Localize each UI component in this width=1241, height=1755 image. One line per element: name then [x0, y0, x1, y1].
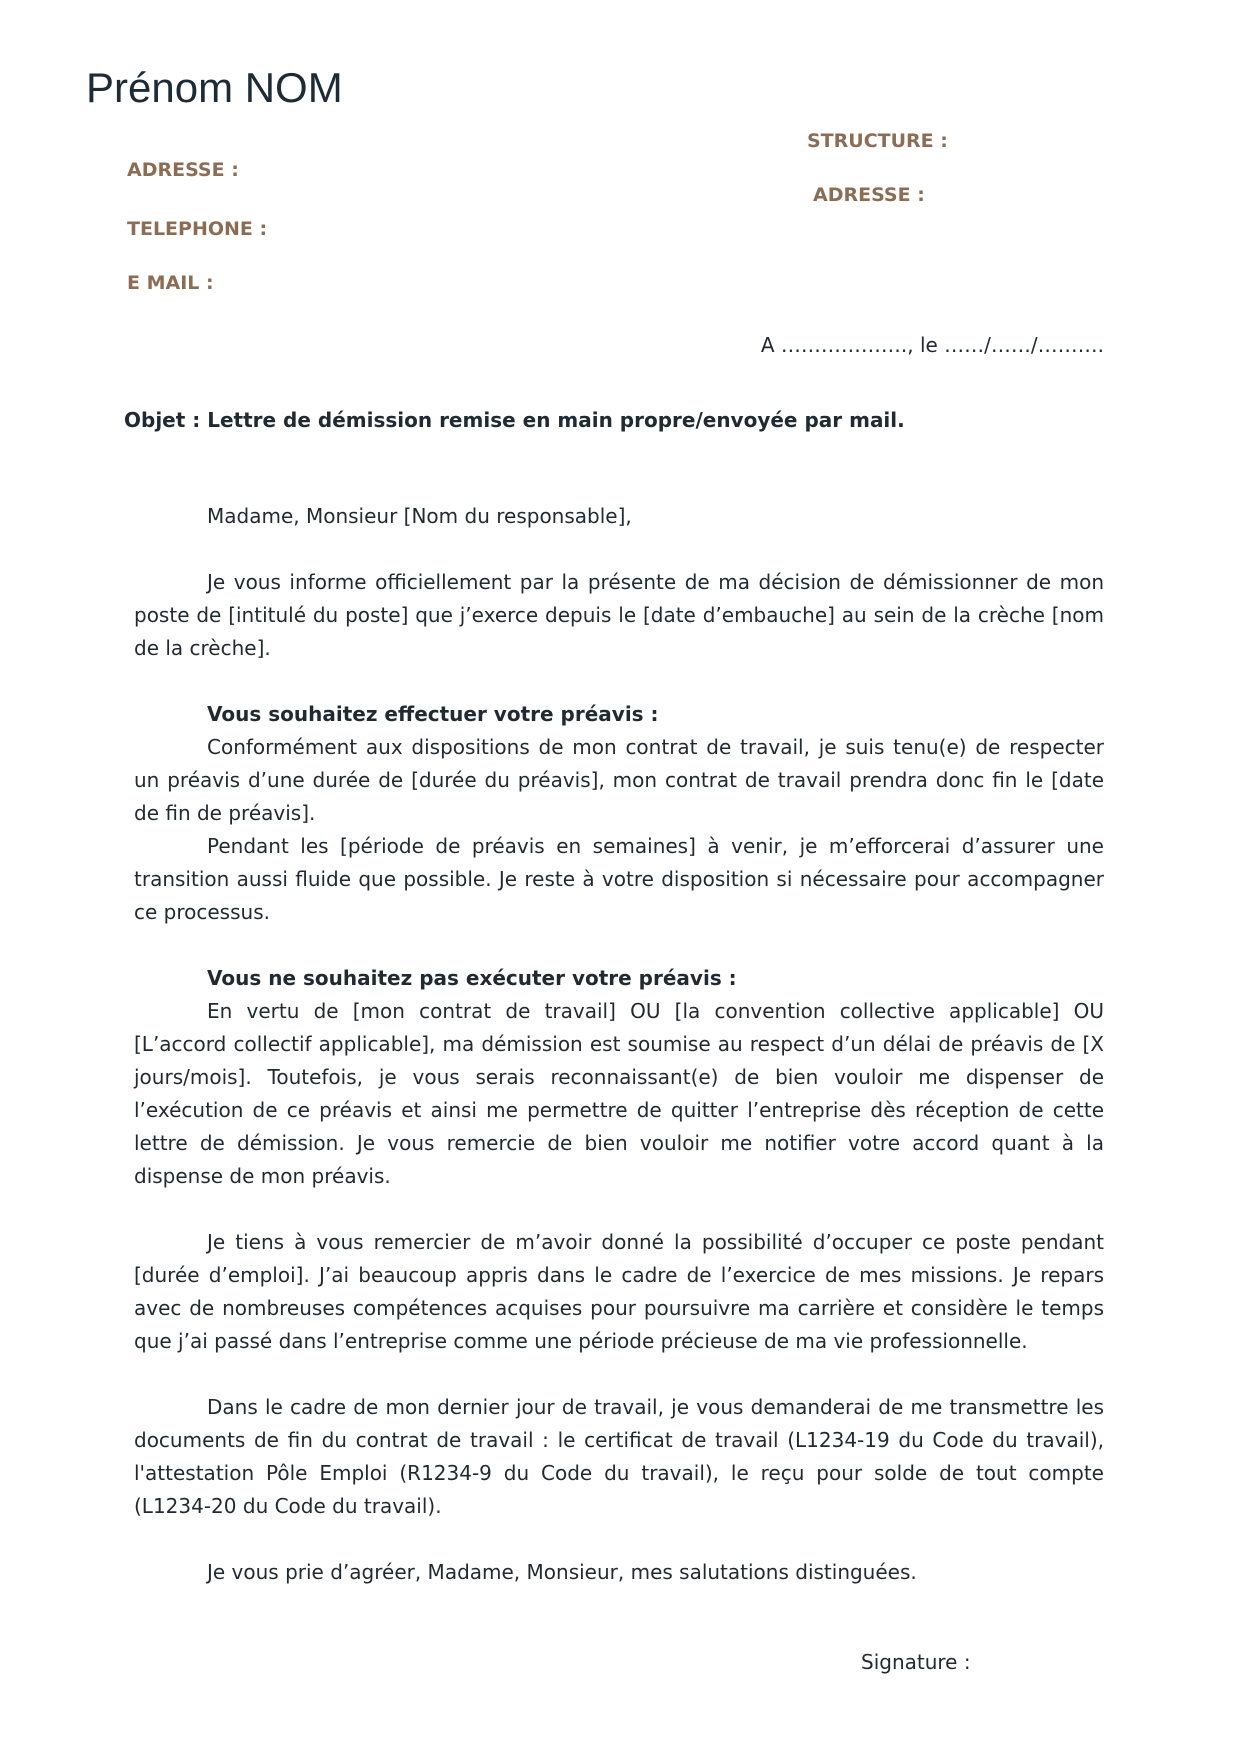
intro-paragraph: Je vous informe officiellement par la présente de ma décision de démissionner de mon poste de [intitulé du poste] que j’exerce depuis le [date d’embauche] au sein de la crèche [nom de la crèche].	[134, 570, 1104, 660]
greeting: Madame, Monsieur [Nom du responsable],	[207, 504, 632, 528]
closing-paragraph: Je vous prie d’agréer, Madame, Monsieur, mes salutations distinguées.	[207, 1560, 917, 1584]
letter-subject: Objet : Lettre de démission remise en main propre/envoyée par mail.	[124, 408, 905, 432]
recipient-structure-label: STRUCTURE :	[807, 130, 948, 152]
letter-body	[134, 500, 1104, 1589]
sender-email-label: E MAIL :	[127, 272, 214, 294]
date-line: A ………………., le ……/……/……….	[760, 333, 1104, 357]
sender-address-label: ADRESSE :	[127, 159, 239, 181]
signature-label: Signature :	[861, 1650, 971, 1674]
recipient-address-label: ADRESSE :	[813, 184, 925, 206]
thanks-paragraph: Je tiens à vous remercier de m’avoir donné la possibilité d’occuper ce poste pendant [durée d’emploi]. J’ai beaucoup appris dans le cadre de l’exercice de mes missions. Je repars avec de nombreuses compétences acquises pour poursuivre ma carrière et considère le temps que j’ai passé dans l’entreprise comme une période précieuse de ma vie professionnelle.	[134, 1230, 1104, 1353]
no-notice-heading: Vous ne souhaitez pas exécuter votre préavis :	[207, 966, 737, 990]
notice-paragraph-2: Pendant les [période de préavis en semaines] à venir, je m’efforcerai d’assurer une transition aussi fluide que possible. Je reste à votre disposition si nécessaire pour accompagner ce processus.	[134, 834, 1104, 924]
sender-name: Prénom NOM	[86, 64, 343, 111]
no-notice-paragraph: En vertu de [mon contrat de travail] OU [la convention collective applicable] OU [L’accord collectif applicable], ma démission est soumise au respect d’un délai de préavis de [X jours/mois]. Toutefois, je vous serais reconnaissant(e) de bien vouloir me dispenser de l’exécution de ce préavis et ainsi me permettre de quitter l’entreprise dès réception de cette lettre de démission. Je vous remercie de bien vouloir me notifier votre accord quant à la dispense de mon préavis.	[134, 999, 1104, 1188]
documents-paragraph: Dans le cadre de mon dernier jour de travail, je vous demanderai de me transmettre les documents de fin du contrat de travail : le certificat de travail (L1234-19 du Code du travail), l'attestation Pôle Emploi (R1234-9 du Code du travail), le reçu pour solde de tout compte (L1234-20 du Code du travail).	[134, 1395, 1104, 1518]
sender-phone-label: TELEPHONE :	[127, 218, 268, 240]
notice-heading: Vous souhaitez effectuer votre préavis :	[207, 702, 659, 726]
notice-paragraph-1: Conformément aux dispositions de mon contrat de travail, je suis tenu(e) de respecter un préavis d’une durée de [durée du préavis], mon contrat de travail prendra donc fin le [date de fin de préavis].	[134, 735, 1104, 825]
